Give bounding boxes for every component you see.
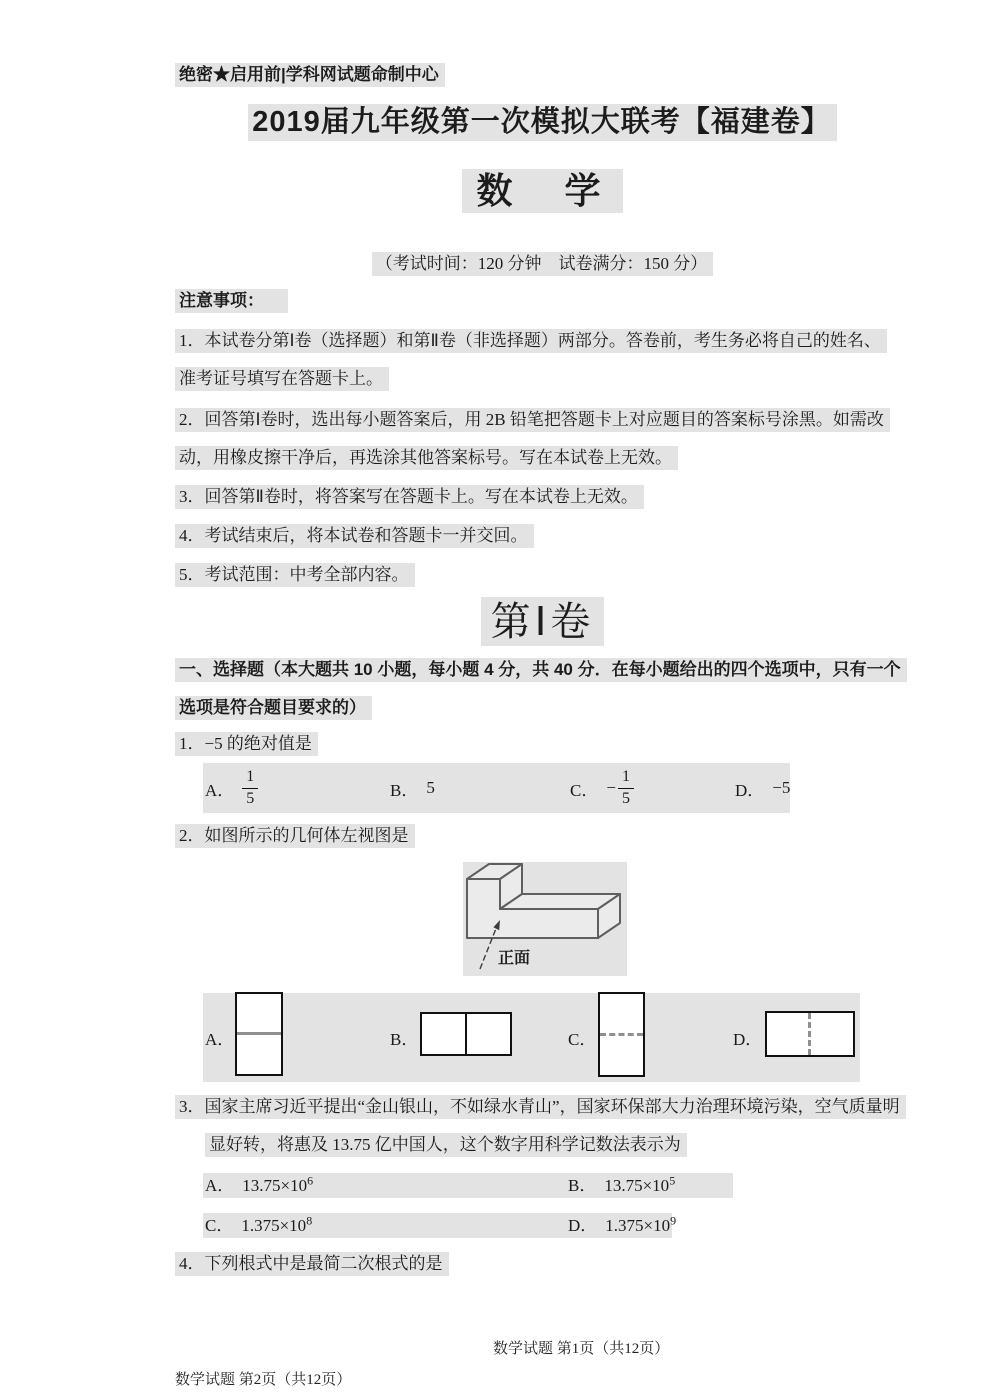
- notice-item-3: [175, 484, 644, 509]
- part1-title-row: [175, 590, 910, 647]
- question-3-options-row-1: [203, 1173, 733, 1198]
- notice-item-4: [175, 523, 534, 548]
- option-letter: A．: [205, 1030, 235, 1049]
- question-text: 显好转，将惠及 13.75 亿中国人，这个数字用科学记数法表示为: [205, 1133, 687, 1157]
- subject-title: 数 学: [462, 169, 622, 213]
- notice-text: 动，用橡皮擦干净后，再选涂其他答案标号。写在本试卷上无效。: [175, 446, 678, 470]
- option-letter: C．: [570, 780, 599, 800]
- option-letter: C．: [205, 1216, 234, 1235]
- option-value: $1.375\times 10^8$: [241, 1213, 313, 1235]
- notice-heading-row: [175, 286, 288, 311]
- question-3-stem-line-2: [205, 1132, 687, 1157]
- question-2-options: [203, 993, 860, 1082]
- section1-instructions-line-2: [175, 693, 372, 718]
- option-letter: B．: [390, 780, 419, 800]
- section1-instructions-line-1: [175, 655, 907, 680]
- question-1-stem: [175, 731, 318, 756]
- option-value: $13.75\times 10^5$: [604, 1173, 676, 1195]
- fraction: [242, 768, 258, 808]
- q2-option-b-letter: [390, 993, 418, 1082]
- q3-option-b: [568, 1173, 675, 1198]
- option-letter: D．: [568, 1216, 598, 1235]
- option-letter: B．: [568, 1176, 597, 1195]
- question-4-stem: [175, 1251, 449, 1276]
- notice-text: 4．考试结束后，将本试卷和答题卡一并交回。: [175, 524, 534, 548]
- exponent: 9: [670, 1213, 677, 1228]
- question-1-options: [203, 763, 790, 813]
- question-3-options-row-2: [203, 1213, 677, 1238]
- notice-item-2-line-1: [175, 407, 890, 432]
- q1-option-c: [570, 763, 634, 813]
- instructions-text: 一、选择题（本大题共 10 小题，每小题 4 分，共 40 分．在每小题给出的四个选项中，只有一个: [175, 658, 907, 682]
- minus-sign: −: [606, 778, 616, 797]
- notice-text: 3．回答第Ⅱ卷时，将答案写在答题卡上。写在本试卷上无效。: [175, 485, 644, 509]
- q2-option-d-letter: [733, 993, 762, 1082]
- q3-option-a: [205, 1173, 313, 1198]
- dashed-horizontal-divider: [600, 1033, 643, 1036]
- q1-option-d: [735, 763, 790, 813]
- notice-item-2-line-2: [175, 445, 678, 470]
- q2-option-a-view: [235, 992, 283, 1076]
- question-text: 3．国家主席习近平提出“金山银山，不如绿水青山”，国家环保部大力治理环境污染，空气质量明: [175, 1095, 906, 1119]
- notice-heading: 注意事项：: [175, 289, 288, 313]
- question-text: 4．下列根式中是最简二次根式的是: [175, 1252, 449, 1276]
- exam-info-row: [175, 249, 910, 274]
- fraction-denominator: 5: [621, 789, 630, 807]
- notice-item-1-line-2: [175, 366, 389, 391]
- solid-vertical-divider: [465, 1014, 467, 1054]
- exponent: 8: [306, 1213, 313, 1228]
- fraction-numerator: 1: [618, 768, 634, 788]
- q2-option-c-letter: [568, 993, 596, 1082]
- fraction-numerator: 1: [242, 768, 258, 788]
- exam-title-row: [175, 99, 910, 140]
- option-letter: B．: [390, 1030, 419, 1049]
- exponent: 5: [669, 1173, 676, 1188]
- fraction-denominator: 5: [246, 789, 255, 807]
- q1-option-b: [390, 763, 435, 813]
- security-header-text: 绝密★启用前|学科网试题命制中心: [175, 63, 445, 87]
- q3-option-c: [205, 1213, 312, 1238]
- q3-option-d: [568, 1213, 676, 1238]
- page-footer-page2: 数学试题 第2页（共12页）: [175, 1372, 352, 1388]
- option-letter: C．: [568, 1030, 597, 1049]
- question-2-stem: [175, 823, 415, 848]
- notice-text: 1．本试卷分第Ⅰ卷（选择题）和第Ⅱ卷（非选择题）两部分。答卷前，考生务必将自己的姓名、: [175, 329, 887, 353]
- q2-option-d-view: [765, 1011, 855, 1057]
- dashed-vertical-divider: [808, 1013, 811, 1055]
- l-shaped-solid-icon: [463, 862, 627, 976]
- question-3-stem-line-1: [175, 1094, 906, 1119]
- q2-option-c-view: [598, 992, 645, 1077]
- option-letter: A．: [205, 1176, 235, 1195]
- option-letter: A．: [205, 780, 235, 800]
- fraction: [618, 768, 634, 808]
- notice-item-5: [175, 562, 415, 587]
- question-text: 2．如图所示的几何体左视图是: [175, 824, 415, 848]
- exponent: 6: [307, 1173, 314, 1188]
- q1-option-a: [205, 763, 258, 813]
- solid-horizontal-divider: [237, 1032, 281, 1035]
- notice-text: 2．回答第Ⅰ卷时，选出每小题答案后，用 2B 铅笔把答题卡上对应题目的答案标号涂黑。如需改: [175, 408, 890, 432]
- exam-info: （考试时间：120 分钟 试卷满分：150 分）: [372, 252, 714, 276]
- page-footer-page1: 数学试题 第1页（共12页）: [493, 1341, 670, 1357]
- option-letter: D．: [735, 780, 765, 800]
- option-value: 5: [426, 778, 435, 797]
- notice-item-1-line-1: [175, 328, 887, 353]
- question-text: 1．−5 的绝对值是: [175, 732, 318, 756]
- option-value: $1.375\times 10^9$: [605, 1213, 677, 1235]
- option-value: −5: [772, 778, 791, 797]
- option-letter: D．: [733, 1030, 763, 1049]
- security-header: [175, 60, 445, 85]
- exam-title: 2019届九年级第一次模拟大联考【福建卷】: [248, 104, 837, 141]
- part1-title: 第Ⅰ卷: [481, 597, 605, 646]
- q2-solid-figure: [463, 862, 627, 976]
- q2-option-a-letter: [205, 993, 234, 1082]
- notice-text: 5．考试范围：中考全部内容。: [175, 563, 415, 587]
- notice-text: 准考证号填写在答题卡上。: [175, 367, 389, 391]
- option-value: $13.75\times 10^6$: [242, 1173, 314, 1195]
- front-face-label: 正面: [498, 950, 531, 967]
- subject-row: [175, 163, 910, 214]
- instructions-text: 选项是符合题目要求的）: [175, 696, 372, 720]
- q2-option-b-view: [420, 1012, 512, 1056]
